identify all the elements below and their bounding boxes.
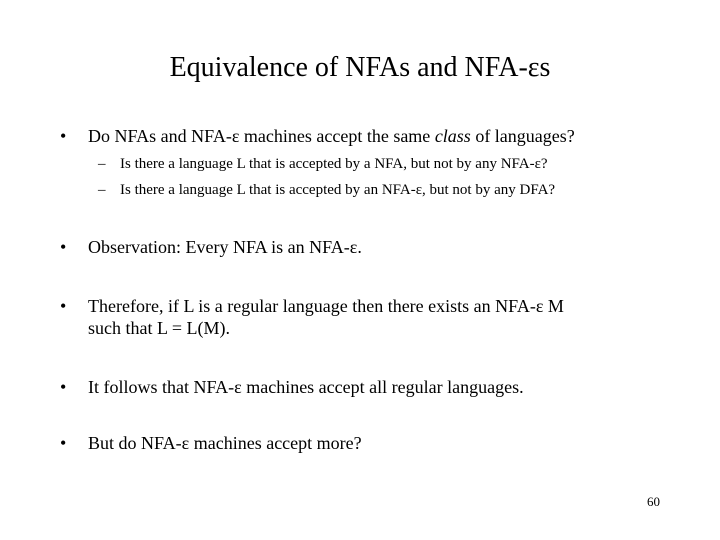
subitem-2-text: Is there a language L that is accepted by an NFA-ε, but not by any DFA? xyxy=(120,182,556,198)
bullet-5 xyxy=(60,432,670,454)
subitem-1 xyxy=(98,154,698,174)
bullet-4-text: It follows that NFA-ε machines accept all regular languages. xyxy=(88,377,524,397)
subitem-marker: – xyxy=(98,182,106,198)
slide-title: Equivalence of NFAs and NFA-εs xyxy=(169,52,551,83)
bullet-marker: • xyxy=(60,126,67,146)
bullet-3 xyxy=(60,295,670,339)
bullet-marker: • xyxy=(60,237,67,257)
bullet-1-text: Do NFAs and NFA-ε machines accept the same class of languages? xyxy=(88,126,575,146)
bullet-3-text xyxy=(60,295,670,339)
bullet-1 xyxy=(60,125,670,147)
subitem-2 xyxy=(98,180,698,200)
subitem-marker: – xyxy=(98,156,106,172)
bullet-5-text: But do NFA-ε machines accept more? xyxy=(88,433,362,453)
bullet-marker: • xyxy=(60,296,67,316)
emphasis-class: class xyxy=(434,126,471,146)
bullet-2-text: Observation: Every NFA is an NFA-ε. xyxy=(88,237,362,257)
page-number: 60 xyxy=(647,494,660,509)
bullet-marker: • xyxy=(60,433,67,453)
bullet-3-line-1: Therefore, if L is a regular language then there exists an NFA-ε M xyxy=(88,296,564,316)
subitem-1-text: Is there a language L that is accepted by a NFA, but not by any NFA-ε? xyxy=(120,156,548,172)
bullet-4 xyxy=(60,376,670,398)
bullet-marker: • xyxy=(60,377,67,397)
bullet-2 xyxy=(60,236,670,258)
bullet-3-line-2: such that L = L(M). xyxy=(88,318,230,338)
